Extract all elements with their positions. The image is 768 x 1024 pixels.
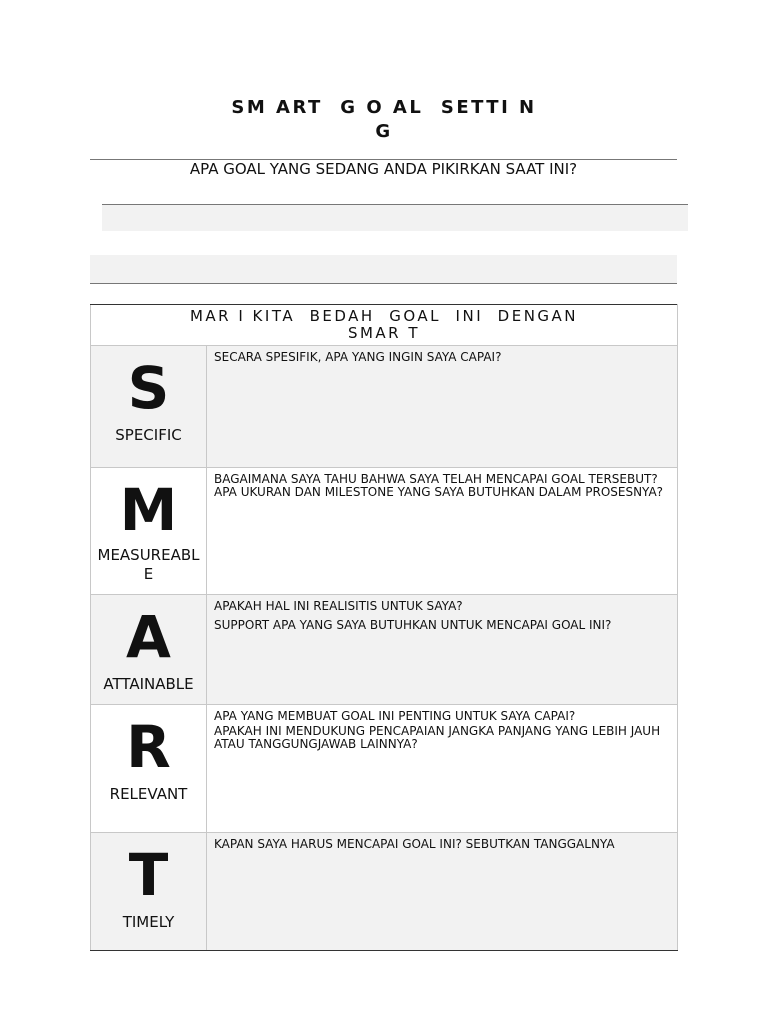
- prompt-line: SUPPORT APA YANG SAYA BUTUHKAN UNTUK MENCAPAI GOAL INI?: [214, 618, 612, 632]
- smart-answer-specific[interactable]: [207, 346, 678, 468]
- smart-letter-r: R: [126, 713, 171, 781]
- divider-answer: [90, 283, 677, 284]
- letter-cell: [91, 833, 207, 951]
- prompt-line: APAKAH HAL INI REALISITIS UNTUK SAYA?: [214, 599, 463, 613]
- smart-row-measureable: [91, 468, 678, 595]
- letter-cell: [91, 346, 207, 468]
- smart-word-relevant: RELEVANT: [109, 785, 188, 803]
- smart-word-timely: TIMELY: [122, 913, 175, 931]
- page-title: SM ART G O AL SETTI N G: [231, 97, 537, 142]
- prompt-line: SECARA SPESIFIK, APA YANG INGIN SAYA CAPAI?: [214, 350, 502, 364]
- smart-letter-m: M: [119, 476, 178, 544]
- smart-word-measureable: MEASUREABLE: [97, 546, 200, 583]
- smart-row-relevant: [91, 705, 678, 833]
- answer-field-2[interactable]: [90, 255, 677, 283]
- smart-answer-attainable[interactable]: [207, 595, 678, 705]
- smart-letter-t: T: [128, 841, 169, 909]
- letter-cell: [91, 595, 207, 705]
- smart-row-specific: [91, 346, 678, 468]
- letter-cell: [91, 468, 207, 595]
- smart-letter-s: S: [127, 354, 170, 422]
- smart-table: [90, 304, 678, 951]
- smart-letter-a: A: [126, 603, 171, 671]
- prompt-line: BAGAIMANA SAYA TAHU BAHWA SAYA TELAH MENCAPAI GOAL TERSEBUT? APA UKURAN DAN MILESTONE YANG SAYA BUTUHKAN DALAM PROSESNYA?: [214, 472, 664, 499]
- letter-cell: [91, 705, 207, 833]
- smart-answer-measureable[interactable]: [207, 468, 678, 595]
- smart-answer-relevant[interactable]: [207, 705, 678, 833]
- smart-table-header: MAR I KITA BEDAH GOAL INI DENGAN SMAR T: [91, 305, 678, 346]
- prompt-line: APAKAH INI MENDUKUNG PENCAPAIAN JANGKA PANJANG YANG LEBIH JAUH ATAU TANGGUNGJAWAB LAINNYA?: [214, 724, 661, 751]
- smart-word-specific: SPECIFIC: [115, 426, 182, 444]
- smart-row-attainable: [91, 595, 678, 705]
- goal-question: APA GOAL YANG SEDANG ANDA PIKIRKAN SAAT INI?: [189, 160, 578, 178]
- smart-row-timely: [91, 833, 678, 951]
- smart-answer-timely[interactable]: [207, 833, 678, 951]
- smart-word-attainable: ATTAINABLE: [103, 675, 194, 693]
- answer-field-1[interactable]: [102, 205, 688, 231]
- prompt-line: APA YANG MEMBUAT GOAL INI PENTING UNTUK SAYA CAPAI?: [214, 709, 576, 723]
- prompt-line: KAPAN SAYA HARUS MENCAPAI GOAL INI? SEBUTKAN TANGGALNYA: [214, 837, 615, 851]
